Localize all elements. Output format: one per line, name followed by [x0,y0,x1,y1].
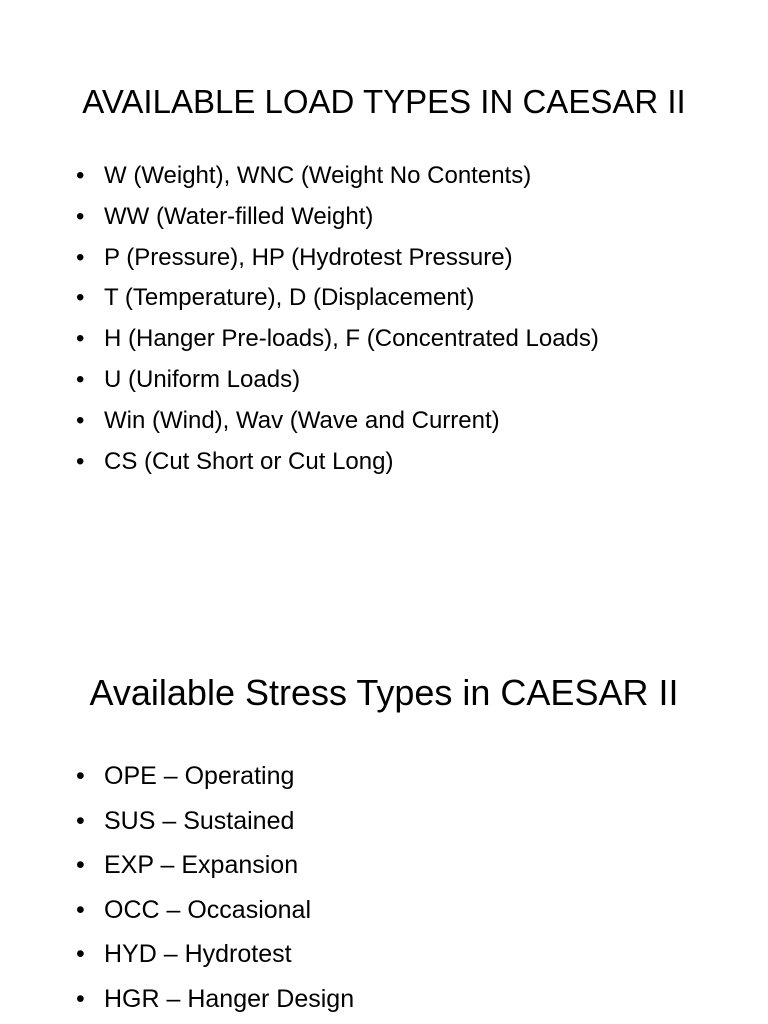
list-item-text: OPE – Operating [104,762,295,790]
list-item [76,799,354,844]
list-item [76,156,599,197]
bullet-icon: • [76,406,85,434]
list-item-text: WW (Water-filled Weight) [104,202,374,230]
list-item-text: CS (Cut Short or Cut Long) [104,447,394,475]
stress-types-list [76,754,354,1022]
list-item [76,278,599,319]
bullet-icon: • [76,984,85,1013]
list-item [76,401,599,442]
slide-stress-types [0,520,768,1024]
bullet-icon: • [76,806,85,835]
slide-title: Available Stress Types in CAESAR II [89,672,679,713]
bullet-icon: • [76,895,85,924]
slide-title: AVAILABLE LOAD TYPES IN CAESAR II [82,83,686,120]
list-item-text: T (Temperature), D (Displacement) [104,284,475,312]
list-item [76,197,599,238]
bullet-icon: • [76,762,85,790]
bullet-icon: • [76,284,85,312]
bullet-icon: • [76,851,85,880]
list-item-text: Win (Wind), Wav (Wave and Current) [104,406,500,434]
bullet-icon: • [76,365,85,393]
list-item [76,238,599,279]
list-item-text: HGR – Hanger Design [104,984,355,1013]
list-item [76,360,599,401]
list-item-text: EXP – Expansion [104,851,299,880]
list-item [76,843,354,888]
list-item [76,442,599,483]
list-item-text: SUS – Sustained [104,806,295,835]
list-item [76,932,354,977]
list-item [76,754,354,799]
bullet-icon: • [76,447,85,475]
list-item [76,977,354,1022]
list-item-text: H (Hanger Pre-loads), F (Concentrated Loads) [104,325,599,353]
list-item-text: W (Weight), WNC (Weight No Contents) [104,162,532,189]
list-item [76,888,354,933]
list-item-text: HYD – Hydrotest [104,940,292,969]
list-item [76,319,599,360]
bullet-icon: • [76,202,85,230]
load-types-list [76,156,599,482]
bullet-icon: • [76,243,85,271]
list-item-text: OCC – Occasional [104,895,312,924]
bullet-icon: • [76,940,85,969]
bullet-icon: • [76,162,85,189]
list-item-text: U (Uniform Loads) [104,365,301,393]
list-item-text: P (Pressure), HP (Hydrotest Pressure) [104,243,513,271]
bullet-icon: • [76,325,85,353]
